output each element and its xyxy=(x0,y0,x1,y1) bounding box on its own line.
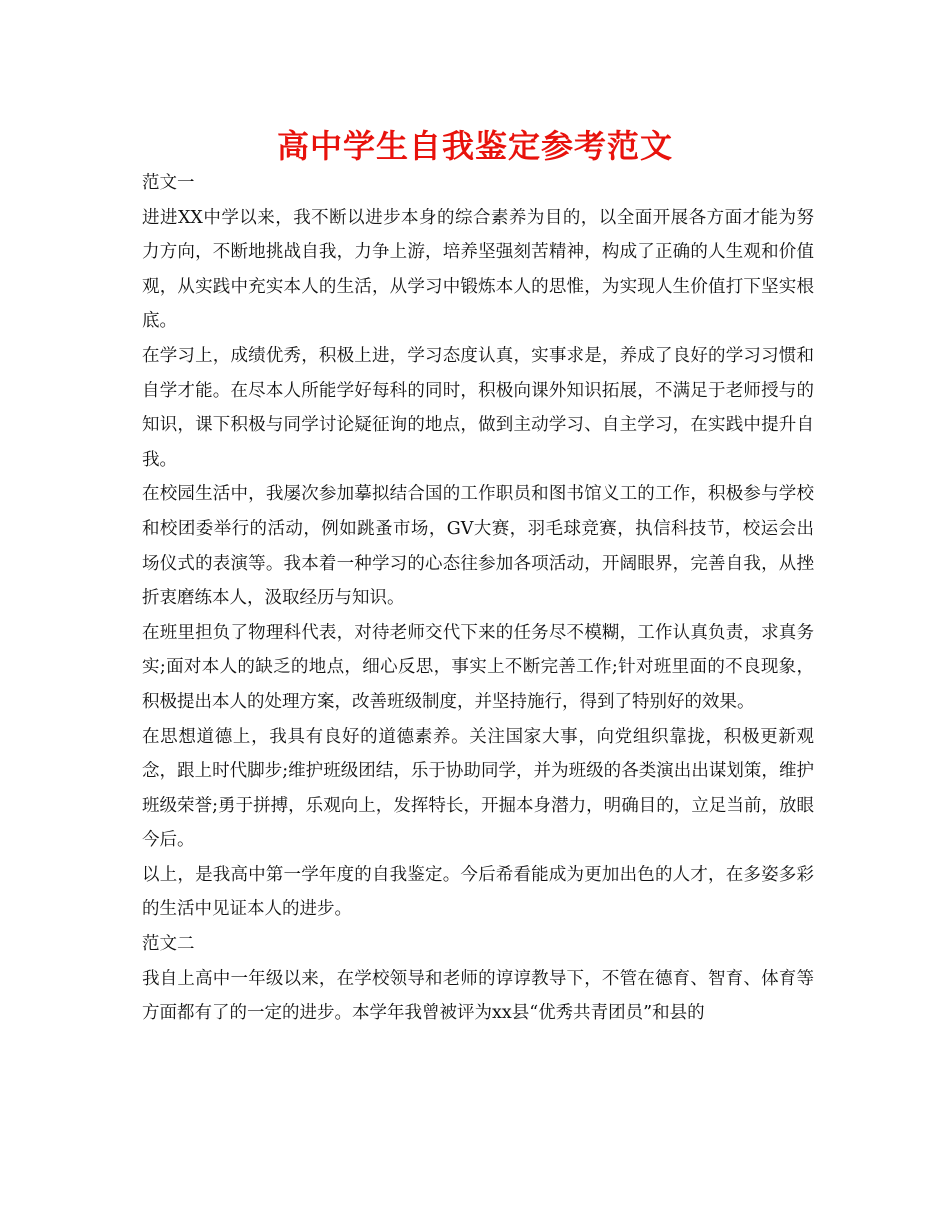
paragraph-section-heading-2: 范文二 xyxy=(142,934,195,955)
paragraph-section-heading-1: 范文一 xyxy=(142,173,195,193)
paragraph-campus-life: 在校园生活中，我屡次参加摹拟结合国的工作职员和图书馆义工的工作，积极参与学校和校团委举行的活动，例如跳蚤市场，GV大赛，羽毛球竞赛，执信科技节，校运会出场仪式的表演等。我本着一种学习的心态往参加各项活动，开阔眼界，完善自我，从挫折衷磨练本人，汲取经历与知识。 xyxy=(142,484,814,609)
paragraph-morality: 在思想道德上，我具有良好的道德素养。关注国家大事，向党组织靠拢，积极更新观念，跟上时代脚步;维护班级团结，乐于协助同学，并为班级的各类演出出谋划策，维护班级荣誉;勇于拼搏，乐观向上，发挥特长，开掘本身潜力，明确目的，立足当前，放眼今后。 xyxy=(142,726,814,851)
page-title: 高中学生自我鉴定参考范文 xyxy=(276,127,673,165)
paragraph-intro: 进进XX中学以来，我不断以进步本身的综合素养为目的，以全面开展各方面才能为努力方向，不断地挑战自我，力争上游，培养坚强刻苦精神，构成了正确的人生观和价值观，从实践中充实本人的生活，从学习中锻炼本人的思惟，为实现人生价值打下坚实根底。 xyxy=(142,207,814,332)
paragraph-class-duty: 在班里担负了物理科代表，对待老师交代下来的任务尽不模糊，工作认真负责，求真务实;面对本人的缺乏的地点，细心反思，事实上不断完善工作;针对班里面的不良现象，积极提出本人的处理方案，改善班级制度，并坚持施行，得到了特别好的效果。 xyxy=(142,622,814,712)
document-body xyxy=(142,166,814,1031)
paragraph-study: 在学习上，成绩优秀，积极上进，学习态度认真，实事求是，养成了良好的学习习惯和自学才能。在尽本人所能学好每科的同时，积极向课外知识拓展，不满足于老师授与的知识，课下积极与同学讨论疑征询的地点，做到主动学习、自主学习，在实践中提升自我。 xyxy=(142,345,814,470)
paragraph-second-intro: 我自上高中一年级以来，在学校领导和老师的谆谆教导下，不管在德育、智育、体育等方面都有了的一定的进步。本学年我曾被评为xx县“优秀共青团员”和县的 xyxy=(142,968,814,1024)
paragraph-summary: 以上，是我高中第一学年度的自我鉴定。今后希看能成为更加出色的人才，在多姿多彩的生活中见证本人的进步。 xyxy=(142,864,814,920)
